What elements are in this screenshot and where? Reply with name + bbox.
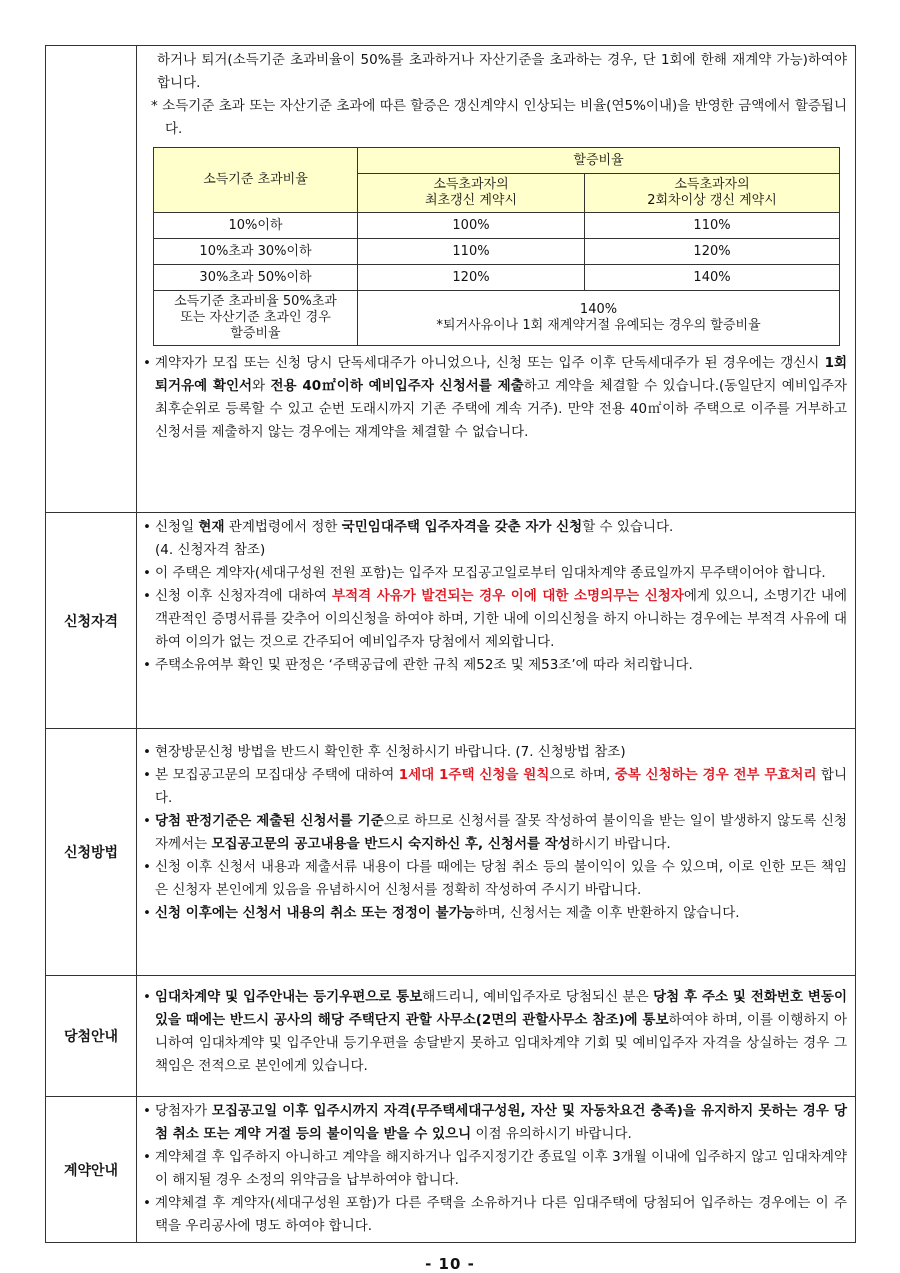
bullet-eligibility-4: • 주택소유여부 확인 및 판정은 ‘주택공급에 관한 규칙 제52조 및 제53조’에 따라 처리합니다. <box>143 654 847 677</box>
cell-ratio: 30%초과 50%이하 <box>154 265 358 291</box>
bold-segment: 모집공고일 이후 입주시까지 자격(무주택세대구성원, 자산 및 자동차요건 충족)을 유지하지 못하는 경우 당첨 취소 또는 계약 거절 등의 불이익을 받을 수 있으니 <box>155 1103 847 1142</box>
bold-segment: 임대차계약 및 입주안내는 등기우편으로 통보 <box>155 989 423 1005</box>
method-body <box>137 729 856 976</box>
text-segment: 관계법령에서 정한 <box>224 519 342 535</box>
cell-ratio: 10%초과 30%이하 <box>154 239 358 265</box>
red-bold-segment: 부적격 사유가 발견되는 경우 이에 대한 소명의무는 신청자 <box>332 588 684 604</box>
header-second-line1: 소득초과자의 <box>674 177 750 192</box>
label-method: 신청방법 <box>46 729 137 976</box>
cell-second: 120% <box>585 239 840 265</box>
header-second-line2: 2회차이상 갱신 계약시 <box>647 193 777 208</box>
notice-body <box>137 976 856 1097</box>
text-segment: 하고 계약을 체결할 수 있습니다.(동일단지 예비입주자 최후순위로 등록할 수 있고 순번 도래시까지 기존 주택에 계속 거주). 만약 전용 40㎡이하 주택으로 이주를 거부하고 신청서를 제출하지 않는 경우에는 재계약을 체결할 수 없습니다. <box>155 378 847 440</box>
bullet-single-household <box>143 352 847 444</box>
section-continued <box>46 46 856 513</box>
text-segment: 할 수 있습니다. <box>582 519 674 535</box>
bullet-eligibility-3 <box>143 585 847 654</box>
bullet-contract-3: • 계약체결 후 계약자(세대구성원 포함)가 다른 주택을 소유하거나 다른 임대주택에 당첨되어 입주하는 경우에는 이 주택을 우리공사에 명도 하여야 합니다. <box>143 1192 847 1238</box>
bold-segment: 전용 40㎡이하 예비입주자 신청서를 제출 <box>270 378 524 394</box>
surcharge-header-row <box>154 148 840 174</box>
last-ratio-line2: 또는 자산기준 초과인 경우 <box>180 310 331 325</box>
text-segment: 하여야 하며, 이를 이행하지 아니하여 임대차계약 및 입주안내 등기우편을 송달받지 못하고 임대차계약 기회 및 예비입주자 자격을 상실하는 경우 그 책임은 전적으로 본인에게 있습니다. <box>155 1012 847 1074</box>
table-row <box>154 239 840 265</box>
header-ratio: 소득기준 초과비율 <box>154 148 358 213</box>
bold-segment: 신청 이후에는 신청서 내용의 취소 또는 정정이 불가능 <box>155 905 475 921</box>
bullet-eligibility-1 <box>143 516 847 539</box>
text-segment: 하시기 바랍니다. <box>570 836 671 852</box>
eligibility-body <box>137 513 856 729</box>
cell-second: 110% <box>585 213 840 239</box>
text-segment: 해드리니, 예비입주자로 당첨되신 분은 <box>422 989 654 1005</box>
cell-second: 140% <box>585 265 840 291</box>
notice-table <box>45 45 856 1243</box>
text-segment: 계약자가 모집 또는 신청 당시 단독세대주가 아니었으나, 신청 또는 입주 이후 단독세대주가 된 경우에는 갱신시 <box>155 355 825 371</box>
header-first-line1: 소득초과자의 <box>433 177 509 192</box>
last-ratio-line3: 할증비율 <box>230 326 281 341</box>
paragraph-eviction: 하거나 퇴거(소득기준 초과비율이 50%를 초과하거나 자산기준을 초과하는 경우, 단 1회에 한해 재계약 가능)하여야 합니다. <box>157 52 847 91</box>
cell-ratio: 10%이하 <box>154 213 358 239</box>
cell-first: 110% <box>358 239 585 265</box>
text-segment: 신청 이후 신청자격에 대하여 <box>155 588 333 604</box>
bullet-method-3 <box>143 810 847 856</box>
bold-segment: 당첨 판정기준은 제출된 신청서를 기준 <box>155 813 384 829</box>
red-bold-segment: 1세대 1주택 신청을 원칙 <box>398 767 550 783</box>
bold-segment: 1회 퇴거유예 확인서 <box>155 355 847 394</box>
bullet-eligibility-2: • 이 주택은 계약자(세대구성원 전원 포함)는 입주자 모집공고일로부터 임대차계약 종료일까지 무주택이어야 합니다. <box>143 562 847 585</box>
bullet-contract-2: • 계약체결 후 입주하지 아니하고 계약을 해지하거나 입주지정기간 종료일 이후 3개월 이내에 입주하지 않고 임대차계약이 해지될 경우 소정의 위약금을 납부하여야 합니다. <box>143 1146 847 1192</box>
text-segment: 이점 유의하시기 바랍니다. <box>471 1126 632 1142</box>
text-segment: 하며, 신청서는 제출 이후 반환하지 않습니다. <box>474 905 740 921</box>
section-method <box>46 729 856 976</box>
empty-label-cell <box>46 46 137 513</box>
section-contract <box>46 1097 856 1243</box>
bold-segment: 현재 <box>198 519 225 535</box>
bullet-contract-1 <box>143 1100 847 1146</box>
bullet-method-1: • 현장방문신청 방법을 반드시 확인한 후 신청하시기 바랍니다. (7. 신청방법 참조) <box>143 741 847 764</box>
eligibility-reference: (4. 신청자격 참조) <box>155 542 266 558</box>
table-row-last <box>154 291 840 346</box>
text-segment: 으로 하므로 신청서를 잘못 작성하여 불이익을 받는 일이 발생하지 않도록 신청자께서는 <box>155 813 847 852</box>
last-ratio-line1: 소득기준 초과비율 50%초과 <box>174 294 337 309</box>
cell-ratio-last <box>154 291 358 346</box>
header-first-line2: 최초갱신 계약시 <box>424 193 518 208</box>
last-value: 140% <box>579 302 618 317</box>
section-eligibility <box>46 513 856 729</box>
bold-segment: 모집공고문의 공고내용을 반드시 숙지하신 후, 신청서를 작성 <box>211 836 571 852</box>
bold-segment: 국민임대주택 입주자격을 갖춘 자가 신청 <box>341 519 583 535</box>
label-notice: 당첨안내 <box>46 976 137 1097</box>
section-continued-body <box>137 46 856 513</box>
page-number: - 10 - <box>425 1255 475 1273</box>
surcharge-table <box>153 147 840 346</box>
bullet-notice-1 <box>143 986 847 1078</box>
label-eligibility: 신청자격 <box>46 513 137 729</box>
bullet-method-2 <box>143 764 847 810</box>
header-first-renewal <box>358 174 585 213</box>
text-segment: 와 <box>252 378 271 394</box>
bullet-method-4: • 신청 이후 신청서 내용과 제출서류 내용이 다를 때에는 당첨 취소 등의 불이익이 있을 수 있으며, 이로 인한 모든 책임은 신청자 본인에게 있음을 유념하시어 신청서를 정확히 작성하여 주시기 바랍니다. <box>143 856 847 902</box>
cell-last-value <box>358 291 840 346</box>
bold-segment: 당첨 후 주소 및 전화번호 변동이 있을 때에는 반드시 공사의 해당 주택단지 관할 사무소(2면의 관할사무소 참조)에 통보 <box>155 989 847 1028</box>
text-segment: 신청일 <box>155 519 199 535</box>
section-notice <box>46 976 856 1097</box>
contract-body <box>137 1097 856 1243</box>
note-surcharge: * 소득기준 초과 또는 자산기준 초과에 따른 할증은 갱신계약시 인상되는 비율(연5%이내)을 반영한 금액에서 할증됩니다. <box>151 98 847 137</box>
header-surcharge: 할증비율 <box>358 148 840 174</box>
text-segment: 합니다. <box>155 767 848 806</box>
text-segment: 본 모집공고문의 모집대상 주택에 대하여 <box>155 767 399 783</box>
text-segment: 으로 하며, <box>549 767 615 783</box>
table-row <box>154 213 840 239</box>
bullet-method-5 <box>143 902 847 925</box>
last-note: *퇴거사유이나 1회 재계약거절 유예되는 경우의 할증비율 <box>436 318 761 333</box>
red-bold-segment: 중복 신청하는 경우 전부 무효처리 <box>614 767 817 783</box>
text-segment: 에게 있으니, 소명기간 내에 객관적인 증명서류를 갖추어 이의신청을 하여야 하며, 기한 내에 이의신청을 하지 아니하는 경우에는 부적격 사유에 대하여 이의가 없는 것으로 간주되어 예비입주자 당첨에서 제외합니다. <box>155 588 847 650</box>
header-second-renewal <box>585 174 840 213</box>
label-contract: 계약안내 <box>46 1097 137 1243</box>
cell-first: 100% <box>358 213 585 239</box>
table-row <box>154 265 840 291</box>
cell-first: 120% <box>358 265 585 291</box>
text-segment: 당첨자가 <box>155 1103 212 1119</box>
